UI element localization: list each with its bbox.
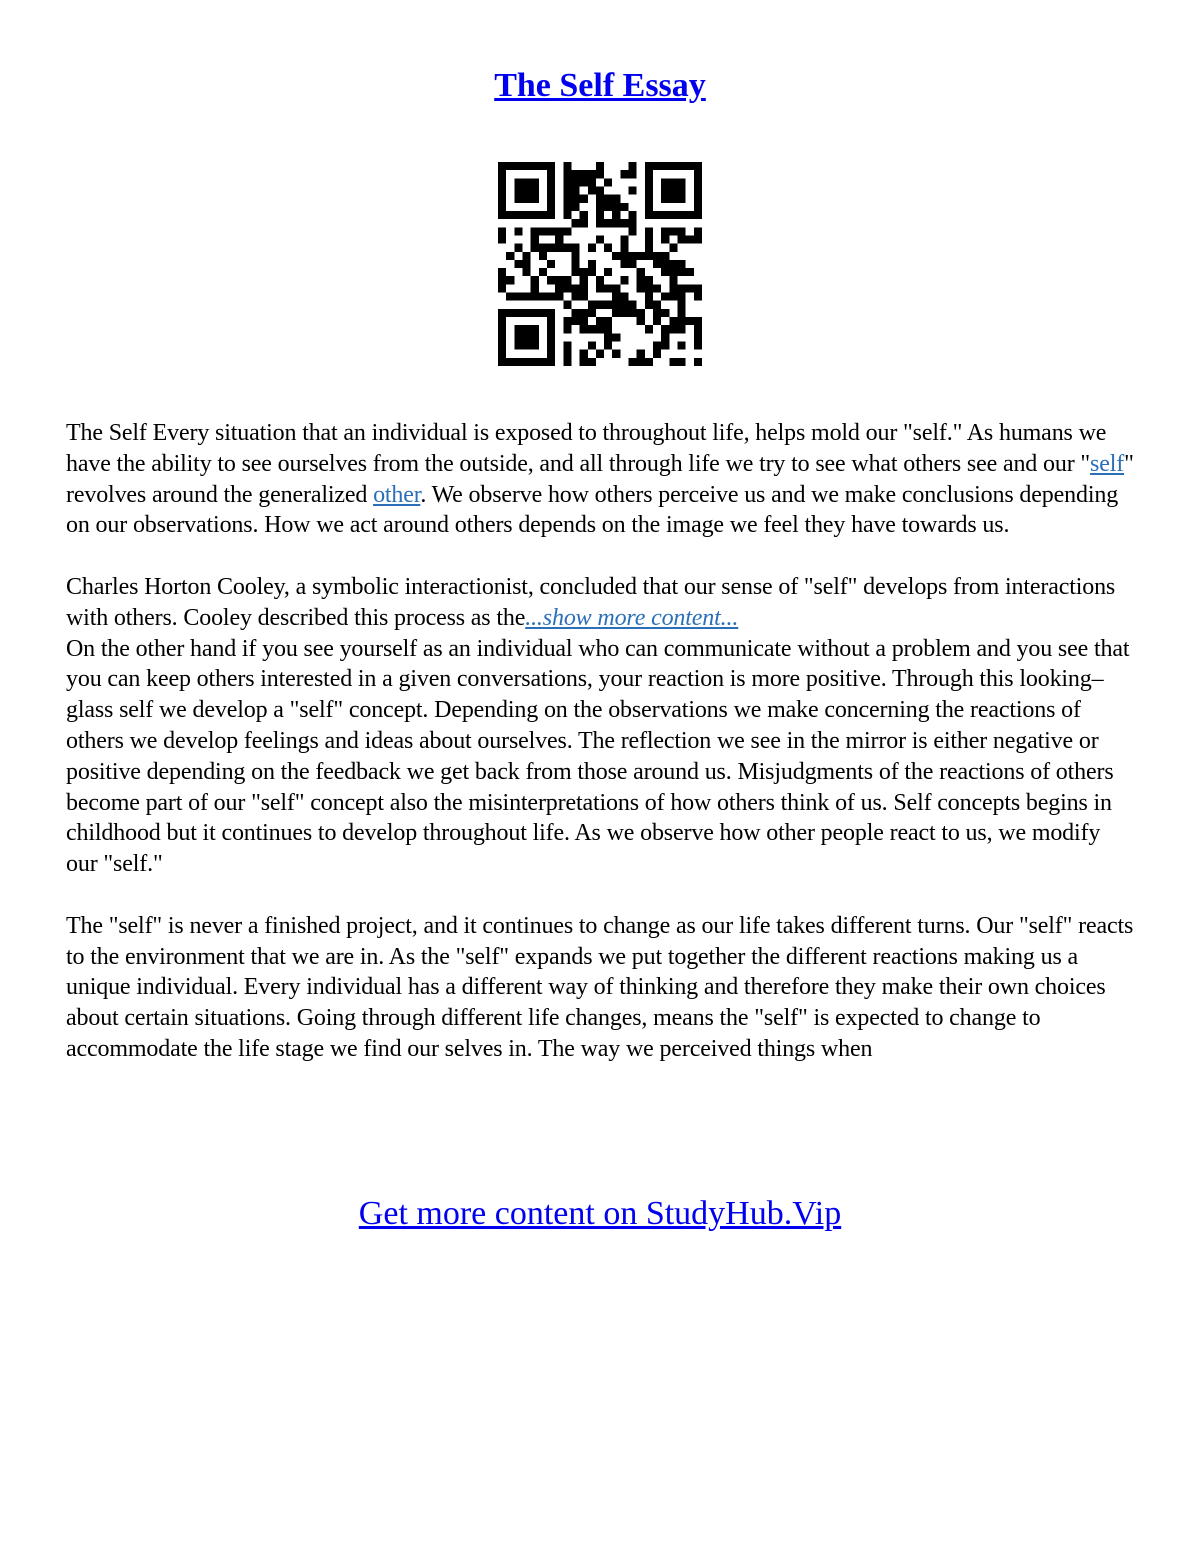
paragraph-2-text-a: Charles Horton Cooley, a symbolic interactionist, concluded that our sense of "self" develops from interactions with others. Cooley described this process as the [66,573,1116,631]
paragraph-1-text-b: " revolves around the generalized [66,450,1134,508]
paragraph-2-text-b: On the other hand if you see yourself as an individual who can communicate without a problem and you see that you can keep others interested in a given conversations, your reaction is more positive. Through this looking– glass self we develop a "self" concept. Depending on the observations we make concerning the reactions of others we develop feelings and ideas about ourselves. The reflection we see in the mirror is either negative or positive depending on the feedback we get back from those around us. Misjudgments of the reactions of others become part of our "self" concept also the misinterpretations of how others think of us. Self concepts begins in childhood but it continues to develop throughout life. As we observe how other people react to us, we modify our "self." [66,635,1130,878]
footer [0,1192,1200,1236]
paragraph-1-text-a: The Self Every situation that an individual is exposed to throughout life, helps mold our "self." As humans we have the ability to see ourselves from the outside, and all through life we try to see what others see and our " [66,420,1107,477]
paragraph-gap [66,541,1136,572]
paragraph-1 [66,418,1136,541]
title-link[interactable]: The Self Essay [494,67,706,104]
paragraph-gap [66,880,1136,911]
other-link[interactable]: other [373,481,421,508]
paragraph-2 [66,572,1136,880]
paragraph-3-text: The "self" is never a finished project, and it continues to change as our life takes different turns. Our "self" reacts to the environment that we are in. As the "self" expands we put together the different reactions making us a unique individual. Every individual has a different way of thinking and therefore they make their own choices about certain situations. Going through different life changes, means the "self" is expected to change to accommodate the life stage we find our selves in. The way we perceived things when [66,912,1134,1062]
self-link[interactable]: self [1090,450,1125,477]
studyhub-link[interactable]: Get more content on StudyHub.Vip [358,1195,842,1232]
paragraph-3 [66,911,1136,1065]
show-more-link[interactable]: ...show more content... [525,604,739,631]
paragraph-1-text-c: . We observe how others perceive us and we make conclusions depending on our observations. How we act around others depends on the image we feel they have towards us. [66,481,1119,539]
essay-body [66,418,1136,1065]
qr-code-icon [498,162,702,366]
page-title [0,64,1200,108]
